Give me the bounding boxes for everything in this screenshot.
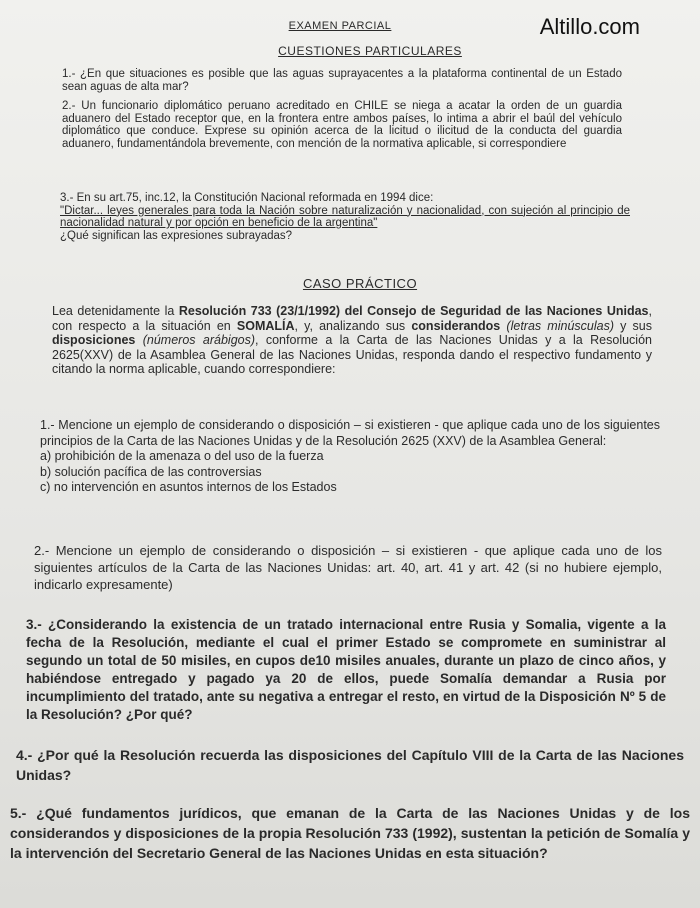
case-question-1-item-b: b) solución pacífica de las controversias: [40, 464, 262, 479]
intro-text-4: y sus: [620, 318, 652, 333]
case-intro: [52, 304, 652, 377]
section-title-particulares: CUESTIONES PARTICULARES: [278, 44, 462, 58]
case-question-1-text: 1.- Mencione un ejemplo de considerando o disposición – si existieren - que aplique cada uno de los siguientes principios de la Carta de las Naciones Unidas y de la Resolución 2625 (XXV) de la Asamblea General:: [40, 418, 660, 448]
intro-disposiciones: disposiciones: [52, 333, 136, 347]
case-question-3: 3.- ¿Considerando la existencia de un tratado internacional entre Rusia y Somalia, vigente a la fecha de la Resolución, mediante el cual el primer Estado se compromete en suministrar al segundo un total de 50 misiles, en cupos de10 misiles anuales, durante un plazo de cinco años, y habiéndose entregado y pagado ya 20 de ellos, puede Somalía demandar a Rusia por incumplimiento del tratado, ante su negativa a entregar el resto, en virtud de la Disposición Nº 5 de la Resolución? ¿Por qué?: [26, 617, 666, 722]
question-particular-3: [60, 192, 630, 242]
intro-text-2: , con respecto a la situación en: [52, 304, 652, 333]
question-3-prefix: 3.- En su art.75, inc.12, la Constitución Nacional reformada en 1994 dice:: [60, 192, 434, 204]
exam-title: EXAMEN PARCIAL: [288, 20, 392, 32]
intro-text-5: , conforme a la Carta de las Naciones Unidas y a la Resolución 2625(XXV) de la Asamblea General de las Naciones Unidas, responda dando el respectivo fundamento y citando la norma aplicable, cuando correspondiere:: [52, 333, 652, 376]
case-question-1-item-c: c) no intervención en asuntos internos de los Estados: [40, 480, 337, 494]
question-3-quote: "Dictar... leyes generales para toda la Nación sobre naturalización y nacionalidad, con sujeción al principio de nacionalidad natural y por opción en beneficio de la argentina": [60, 204, 630, 229]
intro-resolution: Resolución 733 (23/1/1992) del Consejo de Seguridad de las Naciones Unidas: [178, 304, 649, 318]
case-question-1-item-a: a) prohibición de la amenaza o del uso de la fuerza: [40, 449, 324, 463]
question-particular-2: 2.- Un funcionario diplomático peruano acreditado en CHILE se niega a acatar la orden de un guardia aduanero del Estado receptor que, en la frontera entre ambos países, lo intima a abrir el baúl del vehículo diplomático que conduce. Exprese su opinión acerca de la licitud o ilicitud de la conducta del guardia aduanero, fundamentándola brevemente, con mención de la normativa aplicable, si correspondiere: [62, 100, 622, 150]
watermark-logo[interactable]: Altillo.com: [539, 14, 640, 39]
intro-text-3: , y, analizando sus: [294, 318, 406, 333]
case-question-5: 5.- ¿Qué fundamentos jurídicos, que emanan de la Carta de las Naciones Unidas y de los considerandos y disposiciones de la propia Resolución 733 (1992), sustentan la petición de Somalía y la intervención del Secretario General de las Naciones Unidas en esta situación?: [10, 805, 690, 861]
intro-somalia: SOMALÍA: [236, 318, 295, 333]
intro-numeros: (números arábigos): [142, 333, 256, 347]
intro-text-1: Lea detenidamente la: [52, 304, 175, 318]
case-question-2: 2.- Mencione un ejemplo de considerando o disposición – si existieren - que aplique cada uno de los siguientes artículos de la Carta de las Naciones Unidas: art. 40, art. 41 y art. 42 (si no hubiere ejemplo, indicarlo expresamente): [34, 543, 662, 592]
intro-considerandos: considerandos: [411, 318, 501, 333]
question-3-question: ¿Qué significan las expresiones subrayadas?: [60, 229, 293, 242]
question-particular-1: 1.- ¿En que situaciones es posible que las aguas suprayacentes a la plataforma continental de un Estado sean aguas de alta mar?: [62, 68, 622, 93]
section-title-practico: CASO PRÁCTICO: [302, 276, 418, 291]
case-question-1: [40, 418, 660, 496]
intro-letras: (letras minúsculas): [506, 318, 614, 333]
case-question-4: 4.- ¿Por qué la Resolución recuerda las disposiciones del Capítulo VIII de la Carta de las Naciones Unidas?: [16, 747, 684, 783]
